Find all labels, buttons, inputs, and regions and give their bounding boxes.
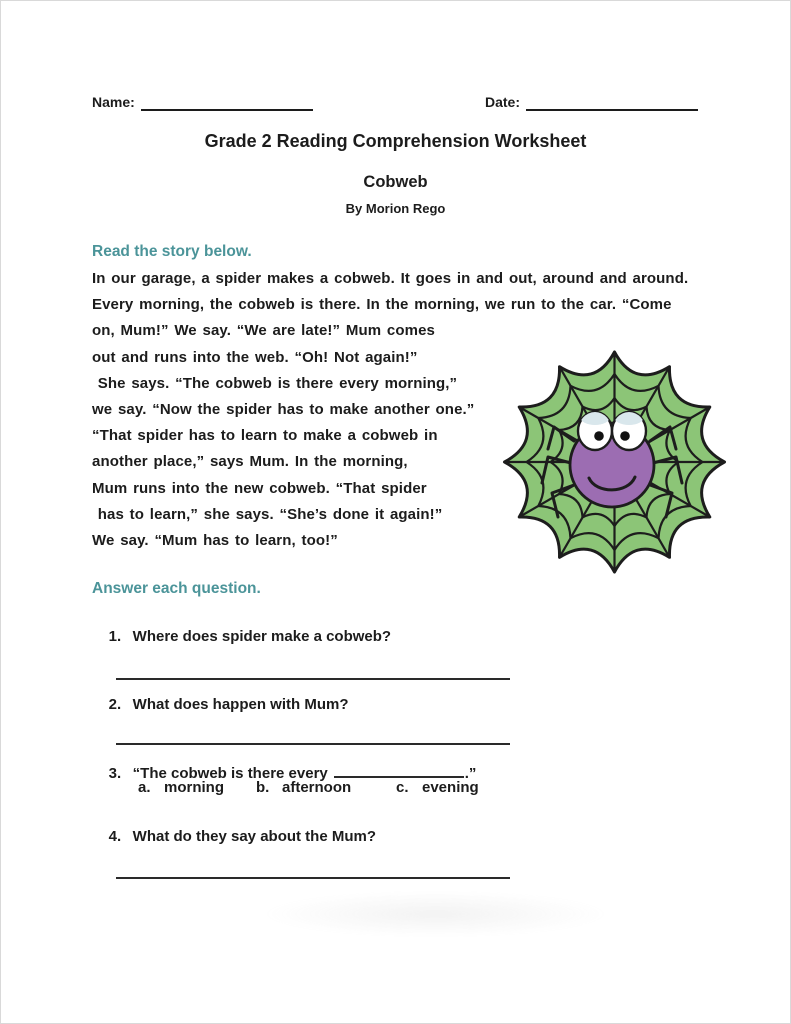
story-line: we say. “Now the spider has to make another one.”: [92, 401, 475, 419]
story-line: In our garage, a spider makes a cobweb. It goes in and out, around and around.: [92, 270, 689, 287]
header-row: [92, 94, 698, 111]
question-3-text-before: “The cobweb is there every: [132, 765, 328, 782]
story-line: She says. “The cobweb is there every morning,”: [92, 374, 458, 392]
question-3-blank[interactable]: [334, 762, 464, 778]
question-4-number: 4.: [108, 828, 122, 845]
story-line: another place,” says Mum. In the morning,: [92, 453, 408, 471]
question-3-text-after: .”: [464, 765, 477, 782]
date-field: [485, 94, 698, 111]
question-3-options: [138, 779, 558, 799]
read-instruction: Read the story below.: [92, 243, 252, 260]
option-c-letter: c.: [396, 779, 409, 796]
question-4: [92, 811, 376, 862]
question-4-text: What do they say about the Mum?: [132, 828, 377, 845]
question-1: [92, 611, 391, 662]
option-a-label: morning: [164, 779, 224, 796]
name-field: [92, 94, 313, 111]
option-a[interactable]: [138, 779, 224, 796]
date-input-line[interactable]: [526, 94, 698, 111]
option-a-letter: a.: [138, 779, 151, 796]
byline: By Morion Rego: [345, 201, 446, 216]
answer-instruction: Answer each question.: [92, 580, 261, 597]
question-2: [92, 679, 349, 730]
name-label: Name:: [92, 94, 135, 110]
story-line: has to learn,” she says. “She’s done it again!”: [92, 505, 443, 523]
question-3-number: 3.: [108, 765, 122, 782]
question-2-number: 2.: [108, 696, 122, 713]
spider-pupil-right: [620, 431, 630, 441]
option-c[interactable]: [396, 779, 479, 796]
watermark: [263, 891, 608, 937]
option-c-label: evening: [422, 779, 479, 796]
page-title: Grade 2 Reading Comprehension Worksheet: [204, 131, 587, 151]
question-1-text: Where does spider make a cobweb?: [132, 628, 392, 645]
name-input-line[interactable]: [141, 94, 313, 111]
option-b-letter: b.: [256, 779, 270, 796]
story-line: “That spider has to learn to make a cobweb in: [92, 427, 438, 445]
story-line: We say. “Mum has to learn, too!”: [92, 532, 338, 550]
story-line: Every morning, the cobweb is there. In the morning, we run to the car. “Come: [92, 296, 672, 314]
spider-cobweb-illustration: [498, 345, 731, 580]
answer-line-4[interactable]: [116, 877, 510, 879]
spider-pupil-left: [594, 431, 604, 441]
option-b-label: afternoon: [282, 779, 352, 796]
question-2-text: What does happen with Mum?: [132, 696, 349, 713]
story-line: on, Mum!” We say. “We are late!” Mum comes: [92, 322, 435, 340]
question-1-number: 1.: [108, 628, 122, 645]
story-title: Cobweb: [363, 173, 428, 191]
date-label: Date:: [484, 94, 520, 110]
option-b[interactable]: [256, 779, 351, 796]
story-line: out and runs into the web. “Oh! Not again!”: [92, 348, 418, 366]
spider-cobweb-svg: [498, 345, 731, 580]
story-line: Mum runs into the new cobweb. “That spider: [92, 479, 427, 497]
